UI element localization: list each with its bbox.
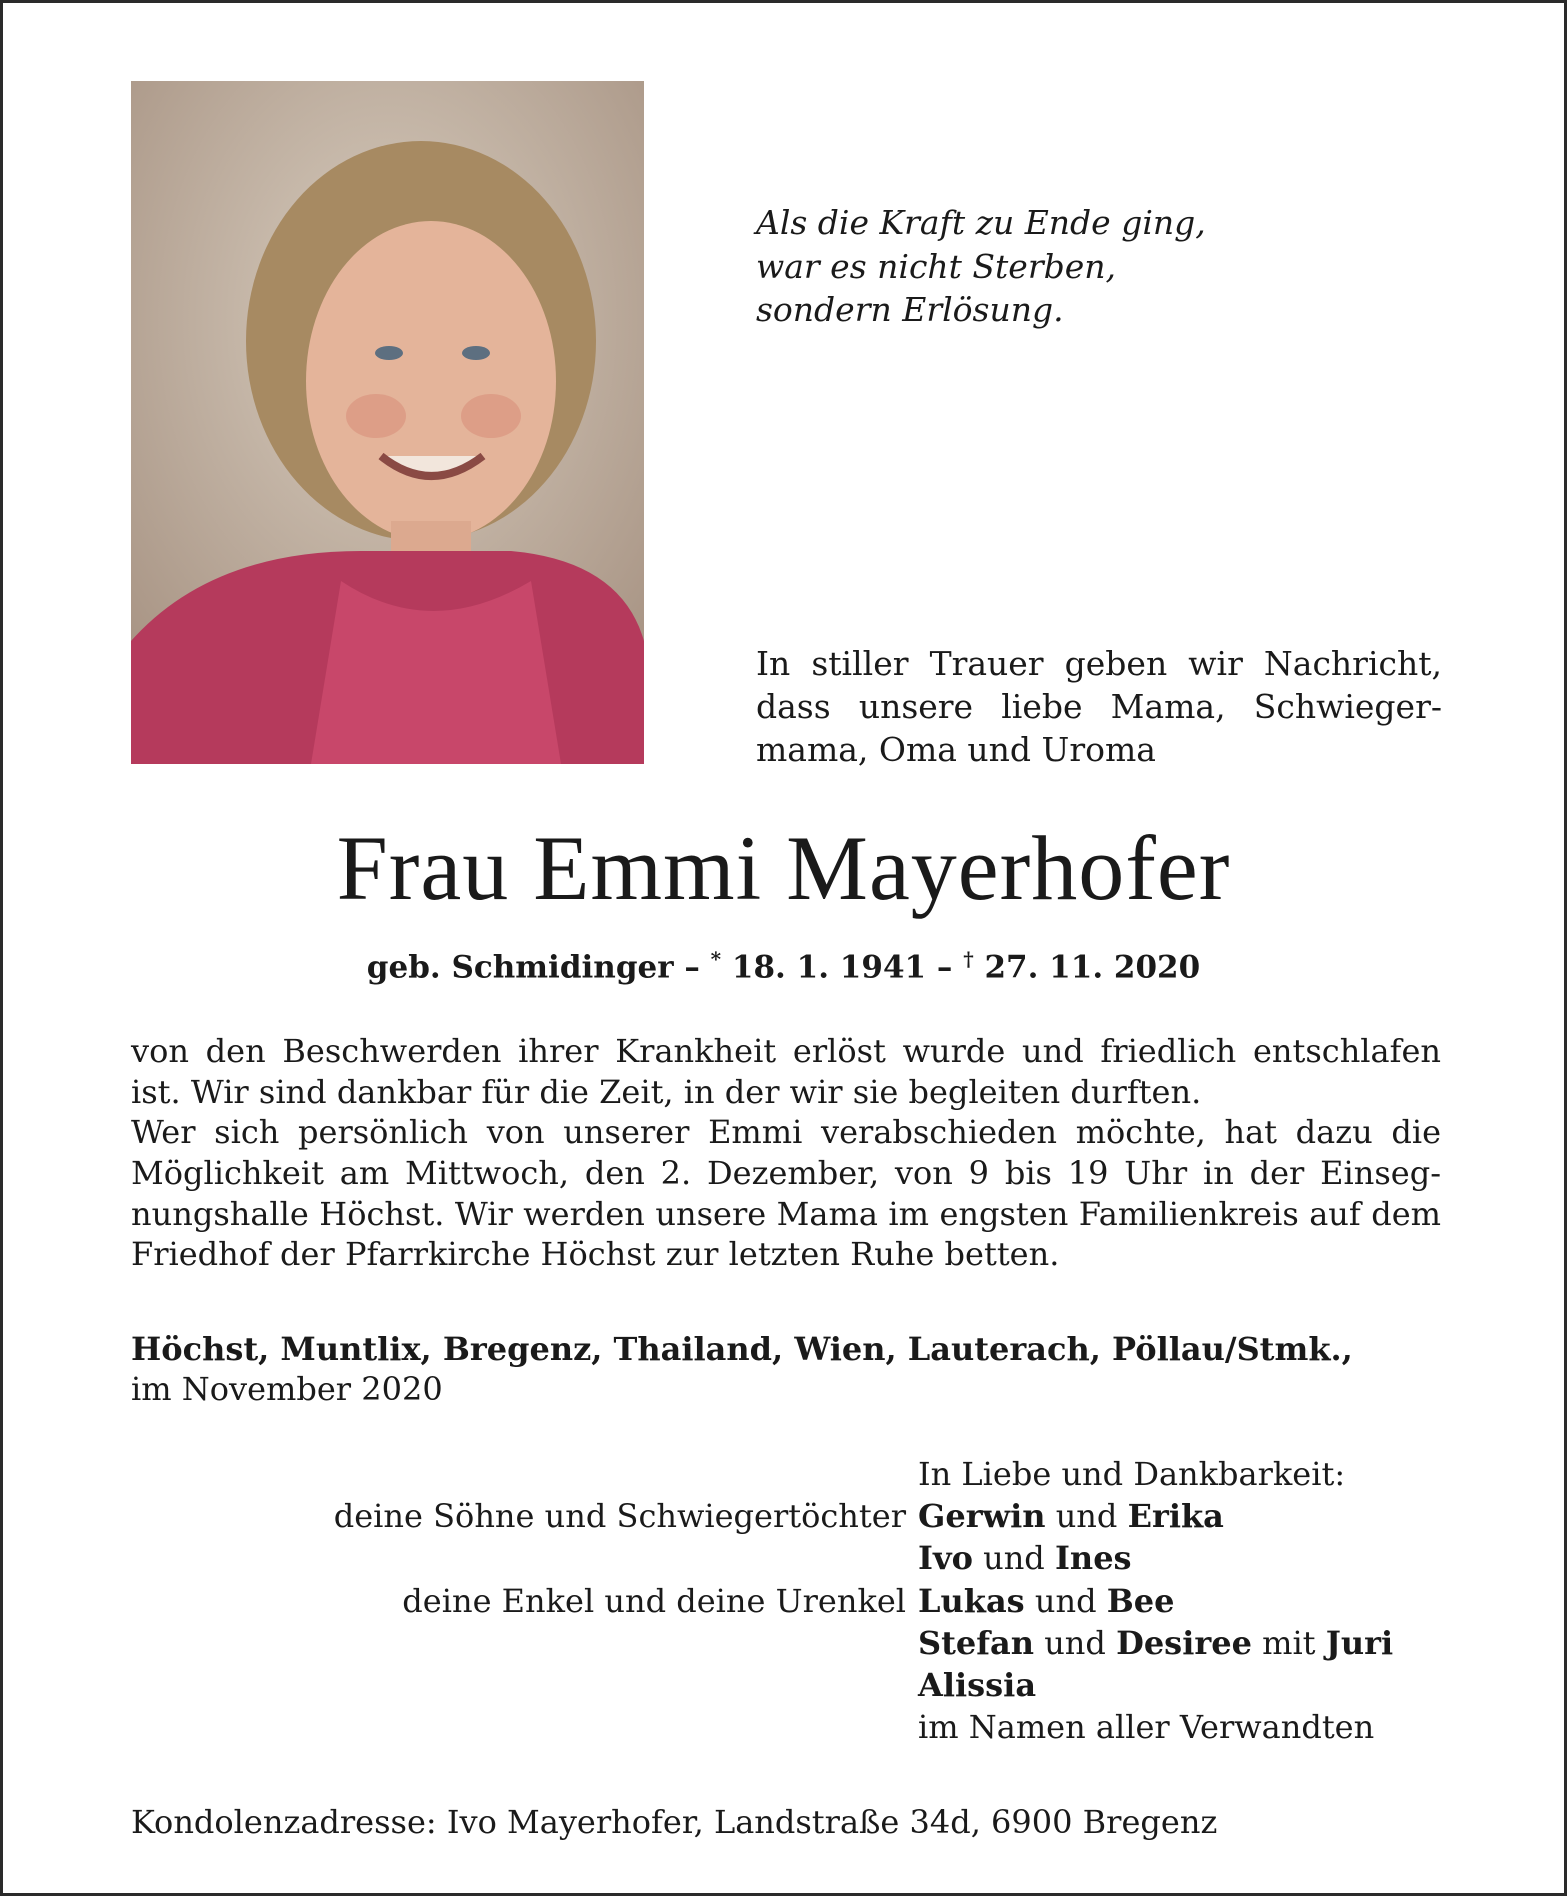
signature-heading: In Liebe und Dankbarkeit: [918, 1455, 1346, 1493]
conjunction: und [1034, 1581, 1097, 1620]
born-symbol: * [710, 947, 722, 971]
condolence-address: Kondolenzadresse: Ivo Mayerhofer, Landstraße 34d, 6900 Bregenz [131, 1803, 1218, 1841]
body-paragraph: Wer sich persönlich von unserer Emmi verabschieden möchte, hat dazu die Möglichkeit am Mittwoch, den 2. Dezember, von 9 bis 19 Uhr in der Einseg-nungshalle Höchst. Wir werden unsere Mama im engsten Familienkreis auf dem Friedhof der Pfarrkirche Höchst zur letzten Ruhe betten. [131, 1113, 1441, 1274]
died-symbol: † [963, 947, 974, 971]
family-line [918, 1622, 1393, 1664]
family-signature [3, 1453, 1567, 1749]
death-date: 27. 11. 2020 [984, 949, 1201, 986]
family-member: Ivo [918, 1539, 973, 1578]
places-block [131, 1329, 1451, 1409]
signature-closing: im Namen aller Verwandten [918, 1708, 1375, 1747]
family-member: Bee [1106, 1581, 1175, 1620]
family-member: Ines [1054, 1539, 1132, 1578]
family-member: Lukas [918, 1581, 1025, 1620]
family-member: Stefan [918, 1623, 1035, 1662]
grandchildren-label: deine Enkel und deine Urenkel [402, 1581, 906, 1620]
conjunction: mit [1262, 1623, 1316, 1662]
announcement-body [131, 1031, 1441, 1275]
life-dates: geb. Schmidinger – * 18. 1. 1941 – † 27. 11. 2020 [366, 947, 1201, 986]
poem-line: war es nicht Sterben, [756, 246, 1117, 286]
family-member: Desiree [1116, 1623, 1252, 1662]
family-member: Erika [1127, 1497, 1224, 1536]
intro-text: In stiller Trauer geben wir Nachricht, dass unsere liebe Mama, Schwieger-mama, Oma und Uroma [756, 644, 1442, 769]
birth-date: 18. 1. 1941 [731, 949, 927, 986]
family-line [918, 1495, 1224, 1537]
family-line [918, 1537, 1132, 1579]
sons-label: deine Söhne und Schwiegertöchter [333, 1497, 906, 1536]
places-date: im November 2020 [131, 1370, 443, 1408]
poem-quote [756, 201, 1456, 332]
body-paragraph: von den Beschwerden ihrer Krankheit erlöst wurde und friedlich entschlafen ist. Wir sind dankbar für die Zeit, in der wir sie begleiten durften. [131, 1032, 1441, 1111]
poem-line: sondern Erlösung. [756, 290, 1064, 330]
family-member: Alissia [918, 1666, 1037, 1705]
portrait-photo [131, 81, 644, 764]
birth-name: geb. Schmidinger [366, 949, 674, 986]
places-list: Höchst, Muntlix, Bregenz, Thailand, Wien, Lauterach, Pöllau/Stmk., [131, 1330, 1353, 1368]
family-line [918, 1580, 1175, 1622]
deceased-name: Frau Emmi Mayerhofer [336, 817, 1231, 919]
family-line [918, 1664, 1036, 1706]
conjunction: und [1044, 1623, 1106, 1662]
conjunction: und [983, 1539, 1045, 1578]
family-member: Juri [1325, 1623, 1394, 1662]
portrait-illustration [131, 81, 644, 764]
conjunction: und [1055, 1497, 1118, 1536]
poem-line: Als die Kraft zu Ende ging, [756, 203, 1206, 242]
family-member: Gerwin [918, 1497, 1046, 1536]
